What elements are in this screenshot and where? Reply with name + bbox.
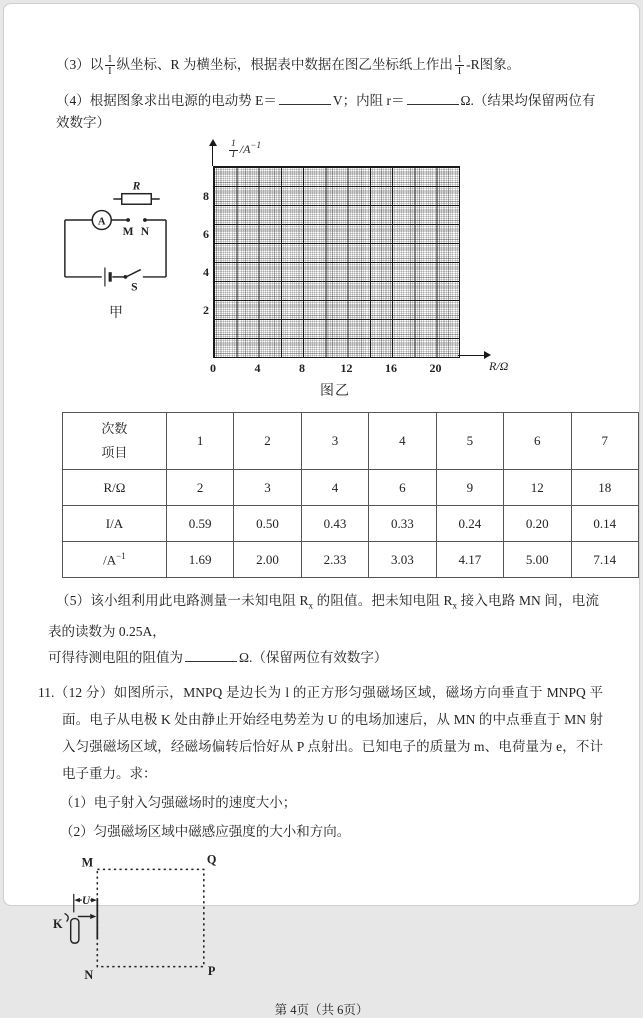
question-4	[4, 90, 639, 134]
col-header: 7	[571, 413, 639, 470]
voltage-U-label: U	[81, 894, 91, 907]
cell: 9	[436, 470, 503, 506]
table-row-current	[63, 506, 639, 542]
question-11: 11.（12 分）如图所示，MNPQ 是边长为 l 的正方形匀强磁场区域，磁场方向垂直于 MNPQ 平面。电子从电极 K 处由静止开始经电势差为 U 的电场加速后，从 MN 的中点垂直于 MN 射入匀强磁场区域，经磁场偏转后恰好从 P 点射出。已知电子的质量为 m、电荷量为 e，不计电子重力。求：	[38, 684, 603, 781]
cell: 0.50	[234, 506, 301, 542]
terminal-N-dot	[143, 218, 147, 222]
cell: 3	[234, 470, 301, 506]
field-region-dashed-square	[97, 869, 203, 966]
cell: 0.33	[369, 506, 436, 542]
cell: 6	[369, 470, 436, 506]
terminal-N-label: N	[140, 224, 150, 238]
graph-figure	[183, 138, 543, 400]
fraction-1-over-I: $\frac{1}{I}$	[107, 54, 113, 78]
col-header: 3	[301, 413, 368, 470]
col-header: 6	[504, 413, 571, 470]
table-row-resistance	[63, 470, 639, 506]
corner-N-label: N	[84, 967, 94, 982]
terminal-M-dot	[126, 218, 130, 222]
x-axis-label: R/Ω	[489, 359, 509, 373]
circuit-figure	[54, 180, 179, 400]
q3-text-suffix: -R图象。	[466, 57, 521, 72]
col-header: 5	[436, 413, 503, 470]
row-label: R/Ω	[63, 470, 167, 506]
table-corner-cell: 次数 项目	[63, 413, 167, 470]
question-5	[48, 588, 599, 671]
q5-line-2: 可得待测电阻的阻值为 Ω.（保留两位有效数字）	[48, 649, 388, 665]
electrode-K-shape	[71, 918, 79, 943]
cell: 3.03	[369, 542, 436, 578]
page-footer: 第 4页（共 6页）	[274, 1002, 369, 1017]
q4-text-3: Ω.（结果均保留两位有效数字）	[56, 93, 596, 130]
cell: 7.14	[571, 542, 639, 578]
q3-text-pre: （3）以	[56, 57, 104, 72]
cell: 0.43	[301, 506, 368, 542]
blank-internal-resistance-value	[407, 92, 459, 105]
cell: 12	[504, 470, 571, 506]
electrode-filament	[65, 913, 69, 921]
cell: 0.14	[571, 506, 639, 542]
x-tick-16: 16	[385, 361, 397, 375]
q4-text-1: （4）根据图象求出电源的电动势 E＝	[56, 93, 277, 108]
resistor-label: R	[132, 179, 141, 193]
question-3	[4, 48, 639, 82]
cell: 2	[166, 470, 233, 506]
y-axis-line	[212, 145, 213, 166]
y-tick-6: 6	[203, 227, 209, 241]
question-11-item-1: （1）电子射入匀强磁场时的速度大小；	[60, 794, 297, 810]
dimension-left-arrow-icon	[74, 898, 80, 903]
dimension-right-arrow-icon	[91, 898, 97, 903]
exam-page	[3, 3, 640, 1017]
q3-text-mid: 纵坐标、R 为横坐标，根据表中数据在图乙坐标纸上作出	[116, 57, 453, 72]
circuit-caption: 甲	[109, 306, 124, 321]
blank-unknown-resistance-value	[185, 649, 237, 662]
corner-M-label: M	[81, 854, 94, 869]
col-header: 4	[369, 413, 436, 470]
question-11-item-2: （2）匀强磁场区域中磁感应强度的大小和方向。	[60, 823, 351, 839]
x-tick-8: 8	[299, 361, 305, 375]
ammeter-label: A	[97, 216, 106, 228]
cell: 2.00	[234, 542, 301, 578]
fraction-1-over-I: $\frac{1}{I}$	[231, 139, 236, 160]
row-label: $/A^{-1}$	[63, 542, 167, 578]
graph-grid-paper	[213, 166, 460, 358]
q5-line-1: （5）该小组利用此电路测量一未知电阻 $R_x$ 的阻值。把未知电阻 $R_x$ 接入电路 MN 间，电流表的读数为 0.25A，	[48, 593, 599, 639]
y-axis-arrow-icon	[209, 139, 217, 146]
cell: 0.24	[436, 506, 503, 542]
col-header: 1	[166, 413, 233, 470]
col-header: 2	[234, 413, 301, 470]
corner-P-label: P	[207, 963, 216, 978]
y-tick-4: 4	[203, 265, 209, 279]
figures-row	[54, 138, 639, 400]
y-axis-label: $\frac{1}{I}$ $/A^{-1}$	[231, 139, 261, 160]
cell: 18	[571, 470, 639, 506]
y-tick-8: 8	[203, 189, 209, 203]
corner-Q-label: Q	[206, 851, 217, 866]
fraction-1-over-I: $\frac{1}{I}$	[456, 54, 463, 78]
graph-caption: 图乙	[320, 384, 350, 399]
switch-blade	[126, 270, 141, 277]
cell: 4	[301, 470, 368, 506]
x-tick-4: 4	[254, 361, 261, 375]
cell: 5.00	[504, 542, 571, 578]
beam-arrowhead-icon	[90, 914, 96, 919]
row-label: I/A	[63, 506, 167, 542]
switch-label: S	[131, 280, 138, 294]
cell: 4.17	[436, 542, 503, 578]
blank-emf-value	[279, 92, 331, 105]
x-tick-20: 20	[429, 361, 442, 375]
table-row-inverse-current	[63, 542, 639, 578]
q4-text-2: V；内阻 r＝	[332, 93, 405, 108]
cell: 0.59	[166, 506, 233, 542]
electrode-K-label: K	[52, 916, 63, 931]
measurement-table	[62, 412, 639, 578]
resistor-box	[122, 194, 151, 205]
cell: 0.20	[504, 506, 571, 542]
table-header-row	[63, 413, 639, 470]
x-axis-line	[458, 355, 485, 356]
switch-pivot-dot	[124, 275, 128, 279]
cell: 2.33	[301, 542, 368, 578]
mnpq-figure	[48, 853, 639, 986]
mnpq-diagram	[48, 853, 248, 981]
y-tick-2: 2	[203, 303, 209, 317]
terminal-M-label: M	[122, 224, 134, 238]
x-tick-0: 0	[210, 361, 216, 375]
x-axis-arrow-icon	[484, 351, 491, 359]
x-tick-12: 12	[340, 361, 353, 375]
cell: 1.69	[166, 542, 233, 578]
circuit-diagram	[54, 180, 179, 298]
